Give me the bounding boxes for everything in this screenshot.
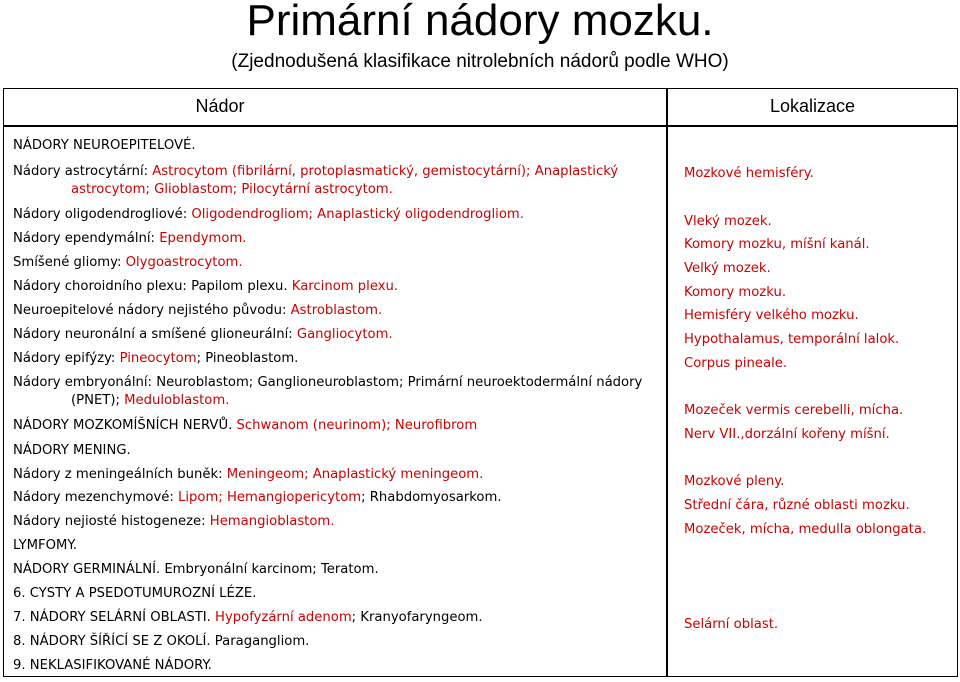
- location-cell: Komory mozku.: [684, 285, 787, 300]
- page-subtitle: (Zjednodušená klasifikace nitrolebních nádorů podle WHO): [231, 51, 729, 72]
- table-row: Nádory epifýzy: Pineocytom; Pineoblastom.: [13, 351, 299, 366]
- table-row: Nádory embryonální: Neuroblastom; Ganglioneuroblastom; Primární neuroektodermální nádory: [13, 375, 643, 390]
- location-cell: Mozkové pleny.: [684, 474, 785, 489]
- table-row: Nádory z meningeálních buněk: Meningeom; Anaplastický meningeom.: [13, 467, 484, 482]
- location-cell: Střední čára, různé oblasti mozku.: [684, 498, 910, 513]
- column-header-location: Lokalizace: [769, 96, 856, 116]
- location-cell: Selární oblast.: [684, 617, 779, 632]
- location-cell: Corpus pineale.: [684, 356, 788, 371]
- table-row: Neuroepitelové nádory nejistého původu: Astroblastom.: [13, 303, 383, 318]
- table-row: NÁDORY GERMINÁLNÍ. Embryonální karcinom; Teratom.: [13, 562, 379, 577]
- table-row: Nádory nejiosté histogeneze: Hemangioblastom.: [13, 514, 335, 529]
- table-row: 8. NÁDORY ŠÍŘÍCÍ SE Z OKOLÍ. Paragangliom.: [13, 634, 310, 649]
- table-row: 7. NÁDORY SELÁRNÍ OBLASTI. Hypofyzární adenom; Kranyofaryngeom.: [13, 610, 483, 625]
- table-row: NÁDORY MOZKOMÍŠNÍCH NERVŮ. Schwanom (neurinom); Neurofibrom: [13, 418, 478, 433]
- table-row: astrocytom; Glioblastom; Pilocytární astrocytom.: [71, 182, 393, 197]
- location-cell: Hemisféry velkého mozku.: [684, 308, 859, 323]
- table-row: Nádory oligodendrogliové: Oligodendrogliom; Anaplastický oligodendrogliom.: [13, 207, 524, 222]
- table-row: LYMFOMY.: [13, 538, 77, 553]
- table-row: Nádory choroidního plexu: Papilom plexu. Karcinom plexu.: [13, 279, 399, 294]
- table-row: NÁDORY MENING.: [13, 443, 131, 458]
- location-cell: Mozeček, mícha, medulla oblongata.: [684, 522, 927, 537]
- location-cell: Velký mozek.: [684, 261, 771, 276]
- table-row: NÁDORY NEUROEPITELOVÉ.: [13, 138, 196, 153]
- table-row: Nádory mezenchymové: Lipom; Hemangiopericytom; Rhabdomyosarkom.: [13, 490, 502, 505]
- classification-table: [3, 88, 958, 677]
- table-row: Smíšené gliomy: Olygoastrocytom.: [13, 255, 243, 270]
- table-row: Nádory neuronální a smíšené glioneurální: Gangliocytom.: [13, 327, 393, 342]
- table-header: [4, 89, 957, 127]
- location-cell: Komory mozku, míšní kanál.: [684, 237, 870, 252]
- location-cell: Hypothalamus, temporální lalok.: [684, 332, 900, 347]
- location-cell: Vleký mozek.: [684, 214, 772, 229]
- location-cell: Mozkové hemisféry.: [684, 166, 814, 181]
- table-row: Nádory astrocytární: Astrocytom (fibrilární, protoplasmatický, gemistocytární); Anaplastický: [13, 164, 619, 179]
- table-row: Nádory ependymální: Ependymom.: [13, 231, 247, 246]
- table-row: 6. CYSTY A PSEDOTUMUROZNÍ LÉZE.: [13, 586, 257, 601]
- location-cell: Nerv VII.,dorzální kořeny míšní.: [684, 427, 890, 442]
- page-title: Primární nádory mozku.: [246, 0, 714, 45]
- location-cell: Mozeček vermis cerebelli, mícha.: [684, 403, 904, 418]
- column-header-tumor: Nádor: [195, 96, 245, 116]
- table-row: (PNET); Meduloblastom.: [71, 393, 230, 408]
- table-row: 9. NEKLASIFIKOVANÉ NÁDORY.: [13, 658, 212, 673]
- column-divider: [666, 89, 668, 676]
